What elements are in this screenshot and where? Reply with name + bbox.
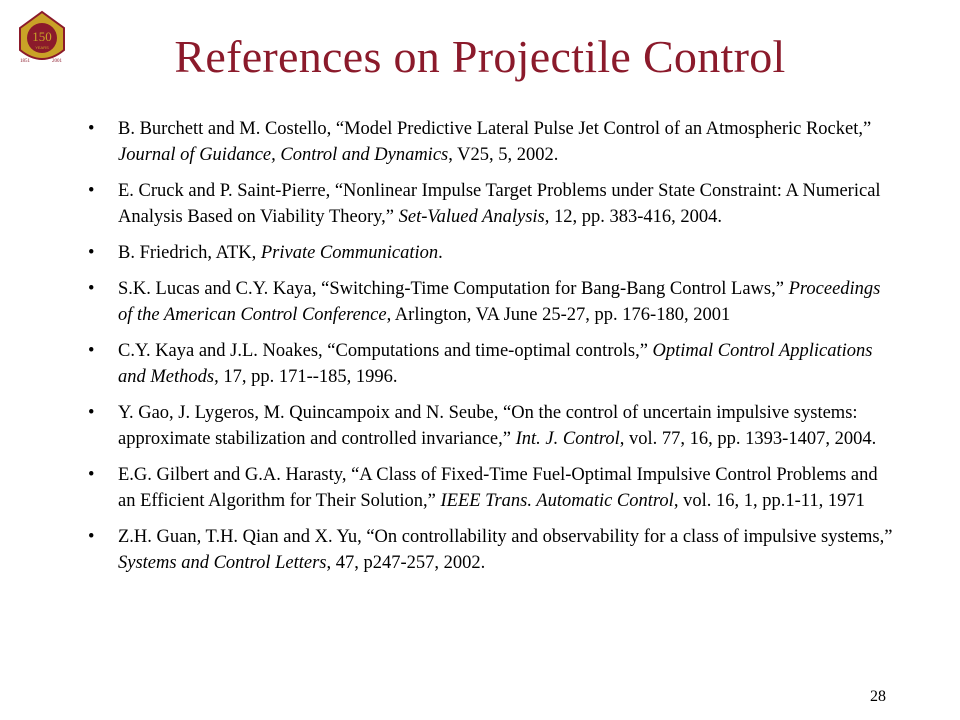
- reference-authors: Y. Gao, J. Lygeros, M. Quincampoix and N. Seube,: [118, 403, 504, 423]
- reference-title: “Nonlinear Impulse Target Problems under State Constraint: A Numerical Analysis Based on Viability Theory,”: [118, 181, 881, 227]
- reference-venue: Int. J. Control: [515, 429, 620, 449]
- reference-details: , vol. 77, 16, pp. 1393-1407, 2004.: [619, 429, 877, 449]
- reference-details: .: [438, 243, 443, 263]
- reference-venue: Private Communication: [260, 243, 439, 263]
- reference-details: , 17, pp. 171--185, 1996.: [214, 367, 398, 387]
- logo-year-right: 2001: [52, 59, 62, 64]
- reference-title: “On the control of uncertain impulsive systems: approximate stabilization and controlled invariance,”: [118, 403, 858, 449]
- logo-years-label: YEARS: [35, 45, 49, 50]
- reference-details: , 47, p247-257, 2002.: [326, 553, 486, 573]
- page-number: 28: [870, 688, 886, 705]
- slide-title: References on Projectile Control: [174, 31, 786, 82]
- reference-authors: B. Friedrich, ATK,: [118, 243, 261, 263]
- reference-item: [80, 240, 895, 266]
- reference-item: [80, 524, 895, 576]
- reference-venue: Optimal Control Applications and Methods: [118, 341, 873, 387]
- reference-title: “Switching-Time Computation for Bang-Bang Control Laws,”: [321, 279, 789, 299]
- bullet-icon: •: [88, 119, 95, 139]
- reference-details: , Arlington, VA June 25-27, pp. 176-180, 2001: [386, 305, 731, 325]
- reference-details: , vol. 16, 1, pp.1-11, 1971: [673, 491, 865, 511]
- reference-item: [80, 178, 895, 230]
- reference-authors: E. Cruck and P. Saint-Pierre,: [118, 181, 335, 201]
- reference-authors: S.K. Lucas and C.Y. Kaya,: [118, 279, 322, 299]
- reference-authors: C.Y. Kaya and J.L. Noakes,: [118, 341, 328, 361]
- reference-item: [80, 400, 895, 452]
- reference-details: , V25, 5, 2002.: [448, 145, 559, 165]
- reference-venue: Systems and Control Letters: [118, 553, 327, 573]
- reference-item: [80, 116, 895, 168]
- reference-venue: IEEE Trans. Automatic Control: [440, 491, 674, 511]
- reference-authors: Z.H. Guan, T.H. Qian and X. Yu,: [118, 527, 367, 547]
- reference-title: “A Class of Fixed-Time Fuel-Optimal Impulsive Control Problems and an Efficient Algorithm for Their Solution,”: [118, 465, 878, 511]
- reference-title: “On controllability and observability for a class of impulsive systems,”: [366, 527, 893, 547]
- logo-year-left: 1851: [20, 59, 30, 64]
- logo-number: 150: [32, 29, 52, 44]
- reference-title: “Model Predictive Lateral Pulse Jet Control of an Atmospheric Rocket,”: [335, 119, 872, 139]
- reference-authors: B. Burchett and M. Costello,: [118, 119, 336, 139]
- references-list: [80, 116, 895, 586]
- bullet-icon: •: [88, 403, 95, 423]
- bullet-icon: •: [88, 527, 95, 547]
- reference-item: [80, 338, 895, 390]
- reference-venue: Proceedings of the American Control Conference: [118, 279, 881, 325]
- reference-details: , 12, pp. 383-416, 2004.: [544, 207, 723, 227]
- bullet-icon: •: [88, 181, 95, 201]
- reference-venue: Set-Valued Analysis: [398, 207, 545, 227]
- bullet-icon: •: [88, 243, 95, 263]
- reference-item: [80, 276, 895, 328]
- bullet-icon: •: [88, 341, 95, 361]
- reference-venue: Journal of Guidance, Control and Dynamics: [118, 145, 449, 165]
- bullet-icon: •: [88, 279, 95, 299]
- reference-authors: E.G. Gilbert and G.A. Harasty,: [118, 465, 352, 485]
- bullet-icon: •: [88, 465, 95, 485]
- reference-item: [80, 462, 895, 514]
- reference-title: “Computations and time-optimal controls,”: [327, 341, 653, 361]
